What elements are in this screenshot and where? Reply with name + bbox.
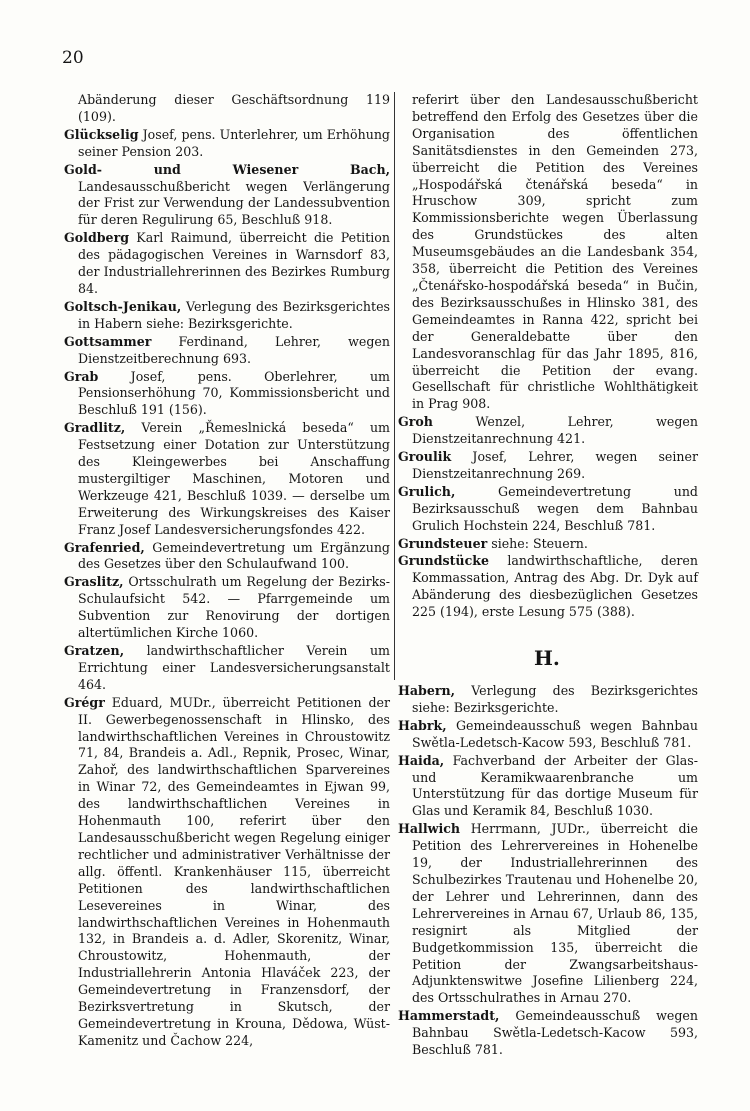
index-entry bbox=[64, 299, 390, 333]
entry-headword: Habern, bbox=[398, 683, 456, 698]
index-entry bbox=[398, 414, 698, 448]
entry-text: Fachverband der Arbeiter der Glas- und Keramikwaarenbranche um Unterstützung für das dortige Museum für Glas und Keramik 84, Beschluß 1030. bbox=[412, 752, 698, 819]
index-entry bbox=[398, 92, 698, 413]
entry-text: Josef, pens. Oberlehrer, um Pensionserhöhung 70, Kommissionsbericht und Beschluß 191 (156). bbox=[78, 368, 390, 418]
index-entry bbox=[398, 821, 698, 1007]
entry-text: Karl Raimund, überreicht die Petition des pädagogischen Vereines in Warnsdorf 83, der Industriallehrerinnen des Bezirkes Rumburg 84. bbox=[78, 230, 390, 296]
entry-text: referirt über den Landesausschußbericht betreffend den Erfolg des Gesetzes über die Organisation des öffentlichen Sanitätsdienstes in den Gemeinden 273, überreicht die Petition des Vereines „Hospodářská čtenářská beseda“ in Hruschow 309, spricht zum Kommissionsberichte wegen Überlassung des Grundstückes des alten Museumsgebäudes an die Landesbank 354, 358, überreicht die Petition des Vereines „Čtenářsko-hospodářská beseda“ in Bučin, des Bezirksausschußes in Hlinsko 381, des Gemeindeamtes in Ranna 422, spricht bei der Generaldebatte über den Landesvoranschlag für das Jahr 1895, 816, überreicht die Petition der evang. Gesellschaft für christliche Wohlthätigkeit in Prag 908. bbox=[412, 92, 698, 412]
entry-headword: Gottsammer bbox=[64, 333, 152, 349]
index-entry bbox=[64, 540, 390, 574]
index-entry bbox=[398, 484, 698, 535]
right-column-section-h bbox=[398, 683, 698, 1060]
index-entry bbox=[64, 369, 390, 420]
right-column bbox=[398, 92, 698, 622]
index-entry bbox=[64, 127, 390, 161]
entry-text: landwirthschaftlicher Verein um Errichtung einer Landesversicherungsanstalt 464. bbox=[78, 643, 390, 692]
entry-headword: Habrk, bbox=[398, 717, 447, 733]
page-number: 20 bbox=[62, 48, 84, 68]
index-entry bbox=[64, 334, 390, 368]
left-column bbox=[64, 92, 390, 1051]
entry-text: Ferdinand, Lehrer, wegen Dienstzeitberechnung 693. bbox=[78, 333, 390, 366]
entry-headword: Grégr bbox=[64, 694, 105, 710]
entry-headword: Gold- und Wiesener Bach, bbox=[64, 161, 390, 177]
entry-headword: Haida, bbox=[398, 752, 445, 768]
entry-text: Gemeindeausschuß wegen Bahnbau Swětla-Ledetsch-Kacow 593, Beschluß 781. bbox=[412, 717, 698, 750]
entry-text: Herrmann, JUDr., überreicht die Petition des Lehrervereines in Hohenelbe 19, der Industriallehrerinnen des Schulbezirkes Trautenau und Hohenelbe 20, der Lehrer und Lehrerinnen, dann des Lehrervereines in Arnau 67, Urlaub 86, 135, resignirt als Mitglied der Budgetkommission 135, überreicht die Petition der Zwangsarbeitshaus-Adjunktenswitwe Josefine Lilienberg 224, des Ortsschulrathes in Arnau 270. bbox=[412, 821, 698, 1006]
entry-text: Verlegung des Bezirksgerichtes siehe: Bezirksgerichte. bbox=[412, 683, 698, 715]
entry-headword: Groh bbox=[398, 414, 433, 430]
entry-headword: Gradlitz, bbox=[64, 420, 126, 436]
index-entry bbox=[398, 536, 698, 553]
entry-headword: Grundsteuer bbox=[398, 535, 488, 551]
index-entry bbox=[64, 92, 390, 126]
entry-text: Gemeindevertretung um Ergänzung des Gesetzes über den Schulaufwand 100. bbox=[78, 539, 390, 572]
index-entry bbox=[398, 753, 698, 821]
entry-text: Eduard, MUDr., überreicht Petitionen der II. Gewerbegenossenschaft in Hlinsko, des landwirthschaftlichen Vereines in Chroustowitz 71, 84, Brandeis a. Adl., Repnik, Prosec, Winar, Zahoř, des landwirthschaftlichen Sparvereines in Winar 72, des Gemeindeamtes in Ejwan 99, des landwirthschaftlichen Vereines in Hohenmauth 100, referirt über den Landesausschußbericht wegen Regelung einiger rechtlicher und administrativer Verhältnisse der allg. öffentl. Krankenhäuser 115, überreicht Petitionen des landwirthschaftlichen Lesevereines in Winar, des landwirthschaftlichen Vereines in Hohenmauth 132, in Brandeis a. d. Adler, Skorenitz, Winar, Chroustowitz, Hohenmauth, der Industriallehrerin Antonia Hlaváček 223, der Gemeindevertretung in Franzensdorf, der Bezirksvertretung in Skutsch, der Gemeindevertretung in Krouna, Dědowa, Wüst-Kamenitz und Čachow 224, bbox=[78, 694, 390, 1048]
entry-headword: Grundstücke bbox=[398, 553, 489, 569]
index-entry bbox=[398, 718, 698, 752]
entry-headword: Hammerstadt, bbox=[398, 1008, 500, 1024]
entry-text: Verlegung des Bezirksgerichtes in Habern siehe: Bezirksgerichte. bbox=[78, 298, 390, 331]
entry-text: landwirthschaftliche, deren Kommassation, Antrag des Abg. Dr. Dyk auf Abänderung des diesbezüglichen Gesetzes 225 (194), erste Lesung 575 (388). bbox=[412, 553, 698, 620]
index-entry bbox=[64, 695, 390, 1050]
index-entry bbox=[64, 162, 390, 230]
entry-headword: Grab bbox=[64, 368, 99, 384]
entry-text: Josef, pens. Unterlehrer, um Erhöhung seiner Pension 203. bbox=[78, 126, 390, 159]
index-entry bbox=[64, 230, 390, 298]
entry-headword: Graslitz, bbox=[64, 574, 124, 590]
entry-text: Ortsschulrath um Regelung der Bezirks-Schulaufsicht 542. — Pfarrgemeinde um Subvention zur Renovirung der dortigen altertümlichen Kirche 1060. bbox=[78, 574, 390, 641]
entry-text: Landesausschußbericht wegen Verlängerung der Frist zur Verwendung der Landessubvention für deren Regulirung 65, Beschluß 918. bbox=[78, 178, 390, 228]
entry-headword: Gratzen, bbox=[64, 643, 125, 658]
entry-text: siehe: Steuern. bbox=[487, 535, 588, 551]
index-entry bbox=[398, 683, 698, 717]
index-entry bbox=[64, 420, 390, 538]
entry-headword: Glückselig bbox=[64, 126, 139, 142]
entry-text: Gemeindevertretung und Bezirksausschuß wegen dem Bahnbau Grulich Hochstein 224, Beschluß 781. bbox=[412, 483, 698, 533]
column-divider bbox=[394, 92, 395, 680]
entry-text: Abänderung dieser Geschäftsordnung 119 (109). bbox=[78, 92, 390, 124]
entry-text: Gemeindeausschuß wegen Bahnbau Swětla-Ledetsch-Kacow 593, Beschluß 781. bbox=[412, 1008, 698, 1058]
index-entry bbox=[64, 643, 390, 694]
entry-headword: Goldberg bbox=[64, 230, 130, 246]
entry-headword: Hallwich bbox=[398, 821, 461, 837]
section-letter-heading: H. bbox=[534, 646, 560, 670]
entry-headword: Goltsch-Jenikau, bbox=[64, 298, 182, 314]
entry-text: Josef, Lehrer, wegen seiner Dienstzeitanrechnung 269. bbox=[412, 449, 698, 481]
index-entry bbox=[398, 449, 698, 483]
entry-text: Wenzel, Lehrer, wegen Dienstzeitanrechnung 421. bbox=[412, 414, 698, 447]
index-entry bbox=[398, 553, 698, 621]
index-entry bbox=[64, 574, 390, 642]
index-entry bbox=[398, 1008, 698, 1059]
entry-headword: Groulik bbox=[398, 449, 452, 465]
entry-headword: Grafenried, bbox=[64, 539, 145, 555]
entry-text: Verein „Řemeslnická beseda“ um Festsetzung einer Dotation zur Unterstützung des Kleingewerbes bei Anschaffung mustergiltiger Maschinen, Motoren und Werkzeuge 421, Beschluß 1039. — derselbe um Erweiterung des Wirkungskreises des Kaiser Franz Josef Landesversicherungsfondes 422. bbox=[78, 420, 390, 537]
entry-headword: Grulich, bbox=[398, 483, 456, 499]
